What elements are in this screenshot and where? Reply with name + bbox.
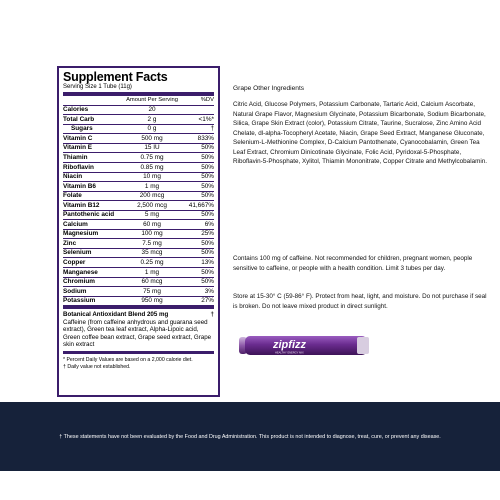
brand-logo: zipfizz: [273, 339, 306, 351]
facts-row: [63, 297, 214, 307]
facts-row: [63, 201, 214, 211]
nutrient-dv: 50%: [201, 249, 214, 257]
nutrient-amount: 2 g: [147, 115, 157, 123]
caffeine-note: Contains 100 mg of caffeine. Not recommended for children, pregnant women, people sensitive to caffeine, or people with a health condition. Limit 3 tubes per day.: [233, 255, 473, 272]
nutrient-dv: 50%: [201, 144, 214, 152]
facts-row: [63, 278, 214, 288]
disclaimer-bar: [0, 402, 500, 471]
nutrient-amount: 5 mg: [144, 211, 160, 219]
ingredients-title: Grape Other Ingredients: [233, 85, 305, 92]
nutrient-name: Pantothenic acid: [63, 211, 115, 219]
brand-tagline: HEALTHY ENERGY MIX: [275, 351, 304, 355]
facts-row: [63, 239, 214, 249]
nutrient-dv: 27%: [201, 297, 214, 305]
nutrient-name: Niacin: [63, 173, 83, 181]
blend-dv: †: [210, 311, 214, 319]
serving-size: Serving Size 1 Tube (11g): [63, 84, 214, 96]
nutrient-name: Vitamin B6: [63, 182, 96, 190]
nutrient-name: Zinc: [63, 239, 77, 247]
nutrient-dv: 833%: [197, 134, 214, 142]
facts-row: [63, 268, 214, 278]
facts-row: [63, 125, 214, 135]
facts-row: [63, 144, 214, 154]
nutrient-amount: 200 mcg: [139, 192, 165, 200]
nutrient-dv: <1%*: [198, 115, 214, 123]
nutrient-amount: 60 mcg: [141, 278, 163, 286]
nutrient-amount: 0.25 mg: [140, 259, 164, 267]
nutrient-name: Sodium: [63, 287, 87, 295]
ingredients-section: [233, 84, 491, 167]
nutrient-amount: 60 mg: [143, 220, 161, 228]
nutrient-name: Chromium: [63, 278, 95, 286]
nutrient-dv: †: [210, 125, 214, 133]
facts-row: [63, 153, 214, 163]
facts-row: [63, 287, 214, 297]
nutrient-amount: 35 mcg: [141, 249, 163, 257]
nutrient-amount: 500 mg: [141, 134, 163, 142]
footnote-dv: * Percent Daily Values are based on a 2,000 calorie diet.: [63, 356, 193, 363]
nutrient-dv: 6%: [204, 220, 214, 228]
botanical-blend: [63, 306, 214, 354]
fda-disclaimer: † These statements have not been evaluated by the Food and Drug Administration. This product is not intended to diagnose, treat, cure, or prevent any disease.: [59, 433, 441, 440]
footnote-dagger: † Daily value not established.: [63, 363, 131, 370]
facts-row: [63, 134, 214, 144]
nutrient-name: Copper: [63, 259, 86, 267]
facts-row: [63, 163, 214, 173]
facts-row: [63, 211, 214, 221]
facts-row: [63, 182, 214, 192]
nutrient-dv: 50%: [201, 211, 214, 219]
tube-label: [272, 339, 306, 355]
storage-note: Store at 15-30° C (59-86° F). Protect from heat, light, and moisture. Do not purchase if seal is broken. Do not leave mixed product in direct sunlight.: [233, 293, 487, 310]
nutrient-amount: 0.75 mg: [140, 154, 164, 161]
facts-title: Supplement Facts: [63, 70, 168, 84]
nutrient-amount: 10 mg: [143, 173, 161, 181]
facts-row: [63, 106, 214, 116]
nutrient-dv: 50%: [201, 192, 214, 200]
nutrient-name: Manganese: [63, 268, 98, 276]
nutrient-dv: 41,667%: [188, 201, 214, 209]
nutrient-amount: 950 mg: [141, 297, 163, 305]
nutrient-name: Thiamin: [63, 154, 88, 161]
nutrient-dv: 50%: [201, 278, 214, 286]
nutrient-dv: 50%: [201, 182, 214, 190]
nutrient-name: Calcium: [63, 220, 88, 228]
nutrient-amount: 100 mg: [141, 230, 163, 238]
nutrient-name: Folate: [63, 192, 82, 200]
nutrient-amount: 20: [148, 106, 156, 114]
nutrient-amount: 15 IU: [144, 144, 160, 152]
nutrient-name: Total Carb: [63, 115, 95, 123]
ingredients-text: Citric Acid, Glucose Polymers, Potassium Carbonate, Tartaric Acid, Calcium Ascorbate, Natural Grape Flavor, Magnesium Glycinate, Potassium Bicarbonate, Sodium Bicarbonate, Silica, Grape Skin Extract (color), Potassium Citrate, Taurine, Sucralose, Zinc Amino Acid Chelate, dl-alpha-Tocopheryl Acetate, Niacin, Grape Seed Extract, Manganese Gluconate, Selenium-L-Methionine Complex, D-Calcium Pantothenate, Cyanocobalamin, Green Tea Leaf Extract, Chromium Dinicotinate Glycinate, Folic Acid, Pyridoxal-5-Phosphate, Riboflavin-5-Phosphate, Xylitol, Thiamin Mononitrate, Copper Citrate and Methylcobalamin.: [233, 101, 487, 166]
facts-header: [63, 96, 214, 106]
nutrient-dv: 50%: [201, 163, 214, 171]
nutrient-dv: 50%: [201, 154, 214, 161]
nutrient-name: Calories: [63, 106, 89, 114]
facts-rows: [63, 106, 214, 306]
facts-row: [63, 258, 214, 268]
nutrient-name: Magnesium: [63, 230, 99, 238]
amount-header: Amount Per Serving: [126, 97, 178, 104]
nutrient-dv: 50%: [201, 173, 214, 181]
nutrient-name: Riboflavin: [63, 163, 94, 171]
nutrient-dv: 3%: [204, 287, 214, 295]
nutrient-name: Potassium: [63, 297, 96, 305]
supplement-facts-panel: [57, 66, 220, 397]
nutrient-amount: 1 mg: [144, 268, 160, 276]
facts-footnotes: [63, 354, 214, 371]
facts-row: [63, 115, 214, 125]
nutrient-dv: 13%: [201, 259, 214, 267]
nutrient-dv: 50%: [201, 268, 214, 276]
nutrient-amount: 75 mg: [143, 287, 161, 295]
nutrient-name: Sugars: [71, 125, 93, 133]
facts-row: [63, 249, 214, 259]
nutrient-dv: 25%: [201, 230, 214, 238]
nutrient-name: Vitamin B12: [63, 201, 100, 209]
blend-name: Botanical Antioxidant Blend 205 mg: [63, 311, 169, 319]
product-tube-image: [239, 334, 371, 357]
blend-text: Caffeine (from caffeine anhydrous and guarana seed extract), Green tea leaf extract, Alpha-Lipoic acid, Green coffee bean extract, Grape seed extract, Grape skin extract: [63, 318, 212, 349]
nutrient-amount: 2,500 mcg: [137, 201, 167, 209]
nutrient-amount: 7.5 mg: [142, 239, 162, 247]
nutrient-dv: 50%: [201, 239, 214, 247]
nutrient-name: Selenium: [63, 249, 92, 257]
facts-row: [63, 192, 214, 202]
facts-row: [63, 220, 214, 230]
facts-row: [63, 173, 214, 183]
facts-row: [63, 230, 214, 240]
dv-header: %DV: [200, 97, 214, 104]
nutrient-amount: 0 g: [147, 125, 157, 133]
nutrient-name: Vitamin C: [63, 134, 93, 142]
nutrient-name: Vitamin E: [63, 144, 93, 152]
nutrient-amount: 1 mg: [144, 182, 160, 190]
nutrient-amount: 0.85 mg: [140, 163, 164, 171]
